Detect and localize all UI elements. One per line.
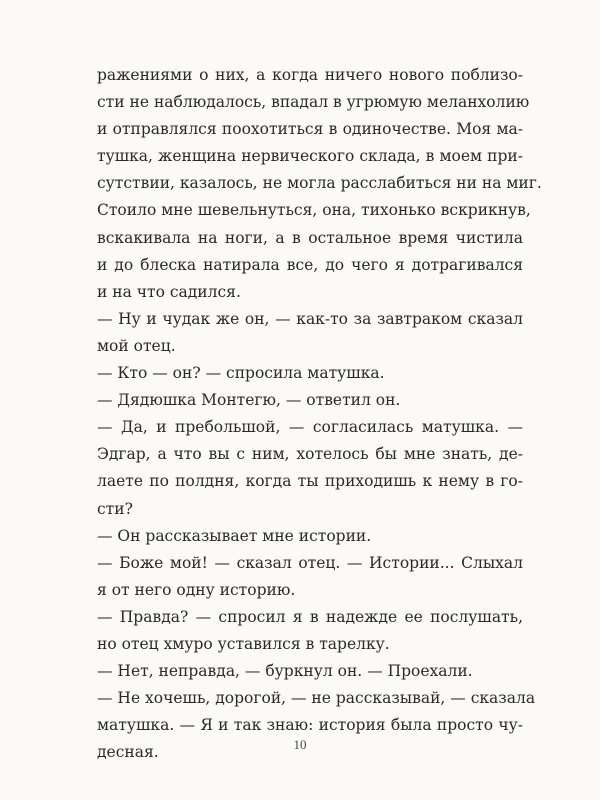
- text-line: — Кто — он? — спросила матушка.: [97, 364, 385, 383]
- text-line: ражениями о них, а когда ничего нового поблизо-: [97, 66, 523, 84]
- text-line: но отец хмуро уставился в тарелку.: [97, 634, 390, 653]
- text-line: — Боже мой! — сказал отец. — Истории... Слыхал: [97, 553, 523, 572]
- page-number: 10: [293, 737, 307, 752]
- text-line: сутствии, казалось, не могла расслабиться ни на миг.: [97, 174, 542, 193]
- text-line: — Он рассказывает мне истории.: [97, 526, 372, 545]
- text-line: сти не наблюдалось, впадал в угрюмую меланхолию: [97, 93, 530, 112]
- text-line: и до блеска натирала все, до чего я дотрагивался: [97, 255, 523, 274]
- text-line: — Ну и чудак же он, — как-то за завтраком сказал: [97, 309, 523, 328]
- text-line: Эдгар, а что вы с ним, хотелось бы мне знать, де-: [97, 445, 523, 464]
- text-line: я от него одну историю.: [97, 580, 296, 599]
- text-line: вскакивала на ноги, а в остальное время чистила: [97, 228, 523, 247]
- text-line: лаете по полдня, когда ты приходишь к нему в го-: [97, 472, 523, 491]
- text-line: и на что садился.: [97, 282, 241, 301]
- text-line: и отправлялся поохотиться в одиночестве. Моя ма-: [97, 120, 523, 139]
- text-line: — Нет, неправда, — буркнул он. — Проехали.: [97, 662, 473, 681]
- text-line: десная.: [97, 743, 159, 762]
- text-line: мой отец.: [97, 336, 176, 355]
- text-line: — Дядюшка Монтегю, — ответил он.: [97, 391, 401, 410]
- text-line: тушка, женщина нервического склада, в моем при-: [97, 147, 523, 166]
- text-line: — Правда? — спросил я в надежде ее послушать,: [97, 607, 523, 626]
- body-text: [97, 62, 542, 766]
- text-line: — Не хочешь, дорогой, — не рассказывай, — сказала: [97, 689, 536, 708]
- text-line: матушка. — Я и так знаю: история была просто чу-: [97, 716, 523, 735]
- text-line: — Да, и пребольшой, — согласилась матушка. —: [97, 418, 523, 437]
- text-line: сти?: [97, 499, 133, 518]
- text-line: Стоило мне шевельнуться, она, тихонько вскрикнув,: [97, 201, 531, 220]
